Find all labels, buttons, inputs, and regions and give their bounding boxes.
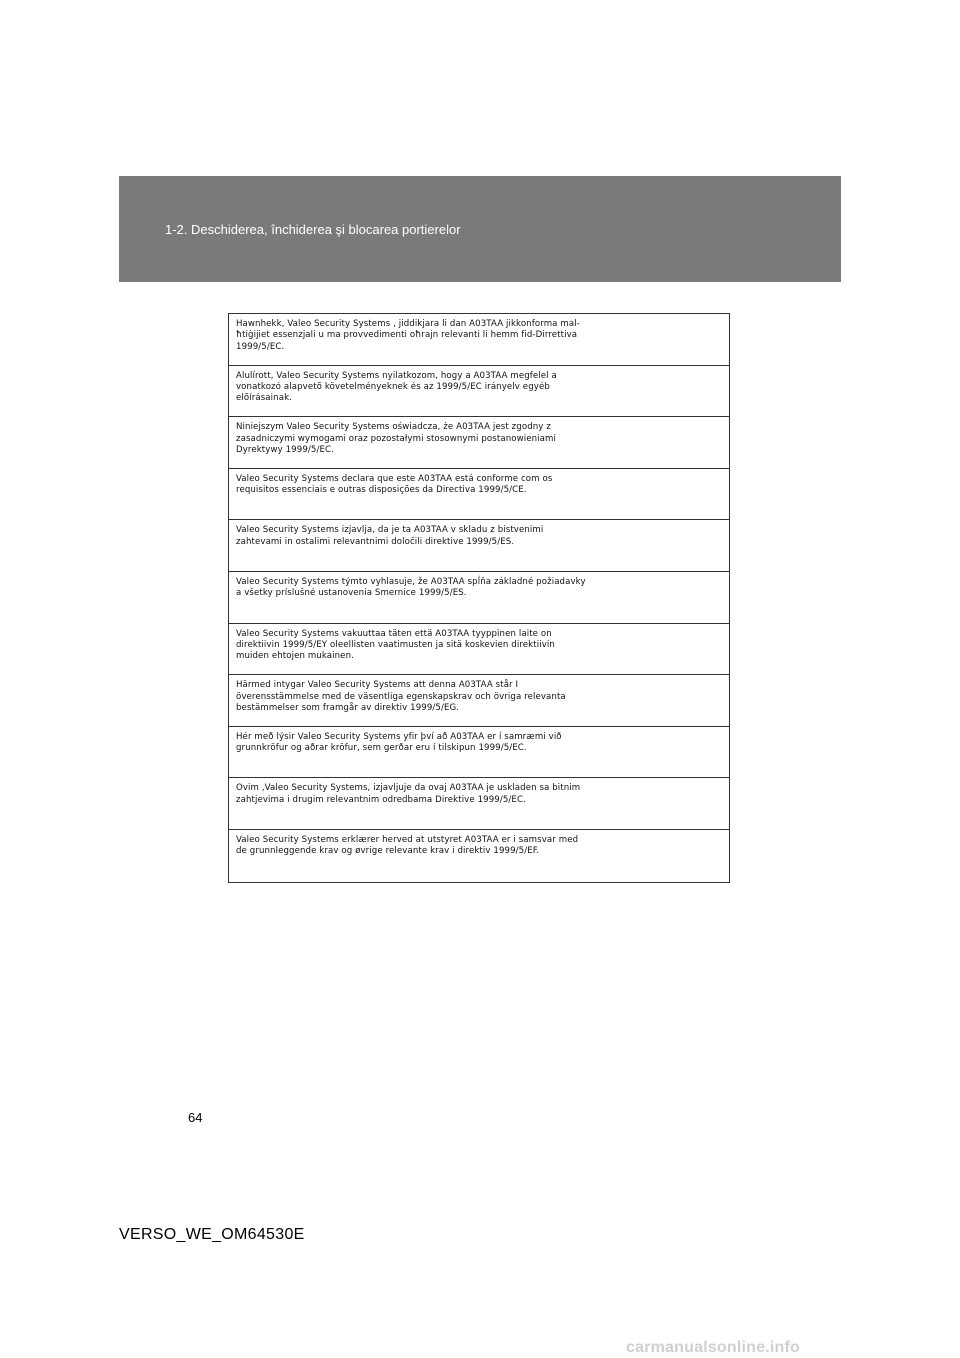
declaration-text: Niniejszym Valeo Security Systems oświadcza, że A03TAA jest zgodny z zasadniczymi wymogami oraz pozostałymi stosownymi postanowieniami Dyrektywy 1999/5/EC. — [236, 422, 556, 455]
declaration-text: Valeo Security Systems týmto vyhlasuje, že A03TAA spĺňa základné požiadavky a všetky príslušné ustanovenia Smernice 1999/5/ES. — [236, 576, 586, 599]
declaration-row-finnish — [229, 624, 729, 676]
declaration-text: Valeo Security Systems vakuuttaa täten että A03TAA tyyppinen laite on direktiivin 1999/5/EY oleellisten vaatimusten ja sitä koskevien direktiivin muiden ehtojen mukainen. — [236, 628, 555, 662]
declaration-text: Valeo Security Systems declara que este A03TAA está conforme com os requisitos essenciais e outras disposições da Directiva 1999/5/CE. — [236, 473, 553, 496]
declaration-text: Härmed intygar Valeo Security Systems att denna A03TAA står I överensstämmelse med de väsentliga egenskapskrav och övriga relevanta bestämmelser som framgår av direktiv 1999/5/EG. — [236, 680, 566, 713]
declaration-text: Alulírott, Valeo Security Systems nyilatkozom, hogy a A03TAA megfelel a vonatkozó alapvetõ követelményeknek és az 1999/5/EC irányelv egyéb elõírásainak. — [236, 370, 557, 404]
declaration-row-slovak — [229, 572, 729, 624]
declaration-row-norwegian — [229, 830, 729, 882]
declaration-text: Hér með lýsir Valeo Security Systems yfir því að A03TAA er í samræmi við grunnkröfur og aðrar kröfur, sem gerðar eru í tilskipun 1999/5/EC. — [236, 731, 562, 754]
declaration-row-croatian — [229, 778, 729, 830]
declaration-row-icelandic — [229, 727, 729, 779]
section-title: 1-2. Deschiderea, închiderea şi blocarea portierelor — [165, 222, 461, 237]
declaration-table — [228, 313, 730, 883]
document-code: VERSO_WE_OM64530E — [119, 1226, 305, 1243]
declaration-row-swedish — [229, 675, 729, 727]
declaration-row-hungarian — [229, 366, 729, 418]
declaration-row-polish — [229, 417, 729, 469]
watermark: carmanualsonline.info — [626, 1339, 801, 1356]
declaration-row-maltese — [229, 314, 729, 366]
declaration-row-slovenian — [229, 520, 729, 572]
declaration-text: Ovim ,Valeo Security Systems, izjavljuje da ovaj A03TAA je uskladen sa bitnim zahtjevima i drugim relevantnim odredbama Direktive 1999/5/EC. — [236, 783, 581, 805]
section-header-band — [119, 176, 841, 282]
declaration-row-portuguese — [229, 469, 729, 521]
page-number: 64 — [188, 1110, 203, 1125]
declaration-text: Hawnhekk, Valeo Security Systems , jiddikjara li dan A03TAA jikkonforma mal- ħtiġijiet essenzjali u ma provvedimenti oħrajn relevanti li hemm fid-Dirrettiva 1999/5/EC. — [236, 319, 580, 352]
declaration-text: Valeo Security Systems erklærer herved at utstyret A03TAA er i samsvar med de grunnleggende krav og øvrige relevante krav i direktiv 1999/5/EF. — [236, 834, 579, 857]
declaration-text: Valeo Security Systems izjavlja, da je ta A03TAA v skladu z bistvenimi zahtevami in ostalimi relevantnimi določili direktive 1999/5/ES. — [236, 525, 544, 547]
